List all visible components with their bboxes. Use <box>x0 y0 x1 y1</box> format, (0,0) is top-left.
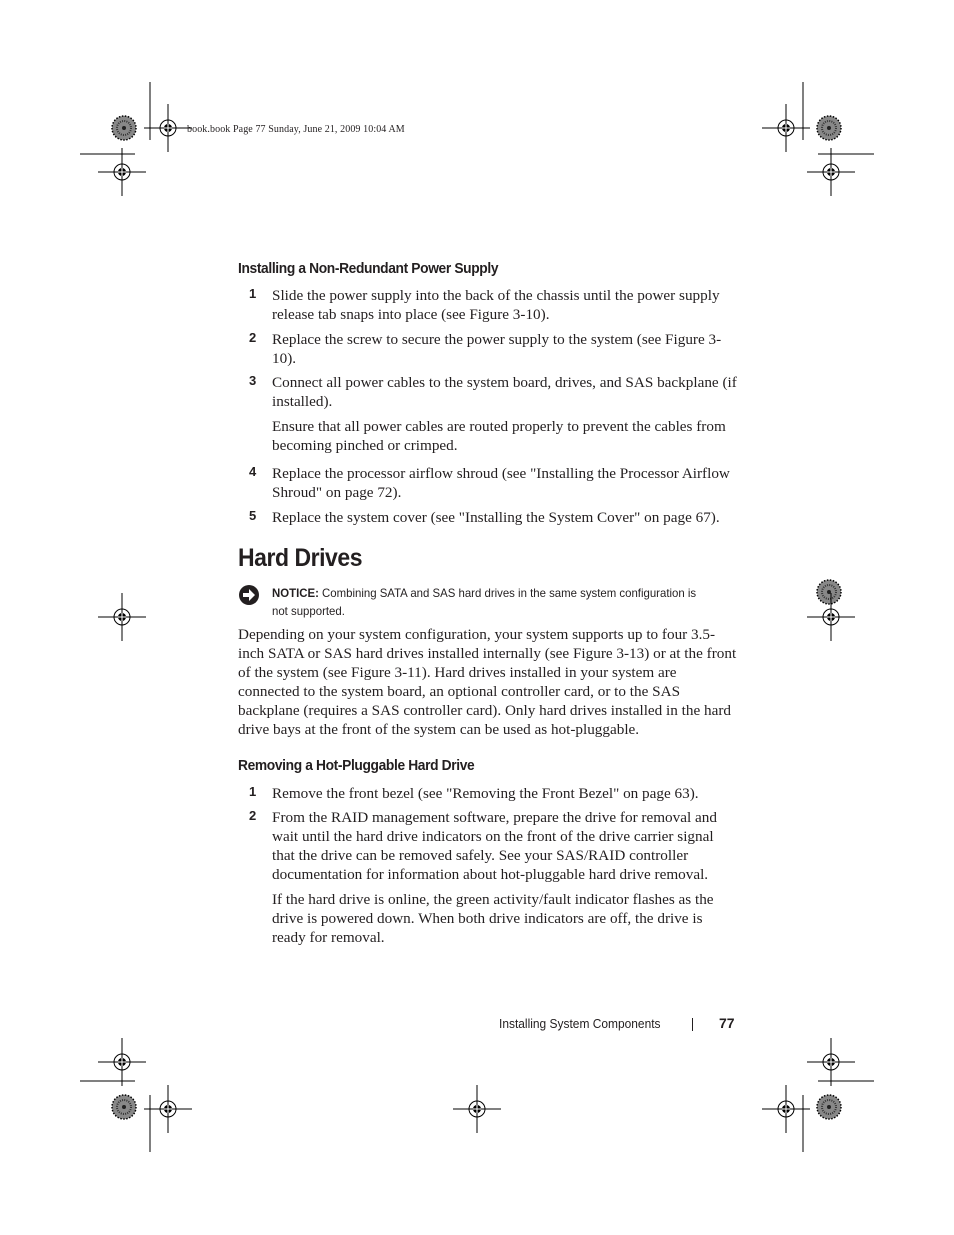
step-number: 2 <box>249 330 257 345</box>
step-text: Replace the screw to secure the power supply to the system (see Figure 3-10). <box>272 331 722 367</box>
step-text: From the RAID management software, prepare the drive for removal and wait until the hard drive indicators on the front of the drive carrier signal that the drive can be removed safely. See your SAS/RAID controller documentation for information about hot-pluggable hard drive removal. <box>272 809 717 883</box>
step-number: 2 <box>249 808 257 823</box>
step-text: Connect all power cables to the system board, drives, and SAS backplane (if installed). <box>272 374 737 410</box>
footer-chapter-title: Installing System Components <box>499 1016 661 1031</box>
step-note-text: If the hard drive is online, the green activity/fault indicator flashes as the drive is powered down. When both drive indicators are off, the drive is ready for removal. <box>272 891 714 946</box>
step-note-text: Ensure that all power cables are routed properly to prevent the cables from becoming pinched or crimped. <box>272 418 726 454</box>
section-heading-power-supply: Installing a Non-Redundant Power Supply <box>238 260 499 277</box>
footer-divider <box>692 1018 693 1031</box>
notice-message: Combining SATA and SAS hard drives in the same system configuration is not supported. <box>272 586 697 618</box>
print-info-line: book.book Page 77 Sunday, June 21, 2009 10:04 AM <box>187 124 405 135</box>
notice-text <box>272 584 715 620</box>
section-heading-remove-hot-plug: Removing a Hot-Pluggable Hard Drive <box>238 757 475 774</box>
notice-arrow-icon <box>238 584 260 606</box>
step-text: Replace the system cover (see "Installing the System Cover" on page 67). <box>272 509 720 526</box>
section-title-hard-drives: Hard Drives <box>238 544 363 572</box>
page-number: 77 <box>719 1015 735 1031</box>
step-number: 1 <box>249 784 257 799</box>
step-number: 1 <box>249 286 257 301</box>
step-text: Slide the power supply into the back of the chassis until the power supply release tab snaps into place (see Figure 3-10). <box>272 287 720 323</box>
step-text: Remove the front bezel (see "Removing the Front Bezel" on page 63). <box>272 785 699 802</box>
step-number: 5 <box>249 508 257 523</box>
hard-drives-body: Depending on your system configuration, your system supports up to four 3.5-inch SATA or SAS hard drives installed internally (see Figure 3-13) or at the front of the system (see Figure 3-11). Hard drives installed in your system are connected to the system board, an optional controller card, or to the SAS backplane (requires a SAS controller card). Only hard drives installed in the hard drive bays at the front of the system can be used as hot-pluggable. <box>238 626 737 738</box>
notice-label: NOTICE: <box>272 586 319 600</box>
step-number: 4 <box>249 464 257 479</box>
step-text: Replace the processor airflow shroud (see "Installing the Processor Airflow Shroud" on page 72). <box>272 465 730 501</box>
step-number: 3 <box>249 373 257 388</box>
